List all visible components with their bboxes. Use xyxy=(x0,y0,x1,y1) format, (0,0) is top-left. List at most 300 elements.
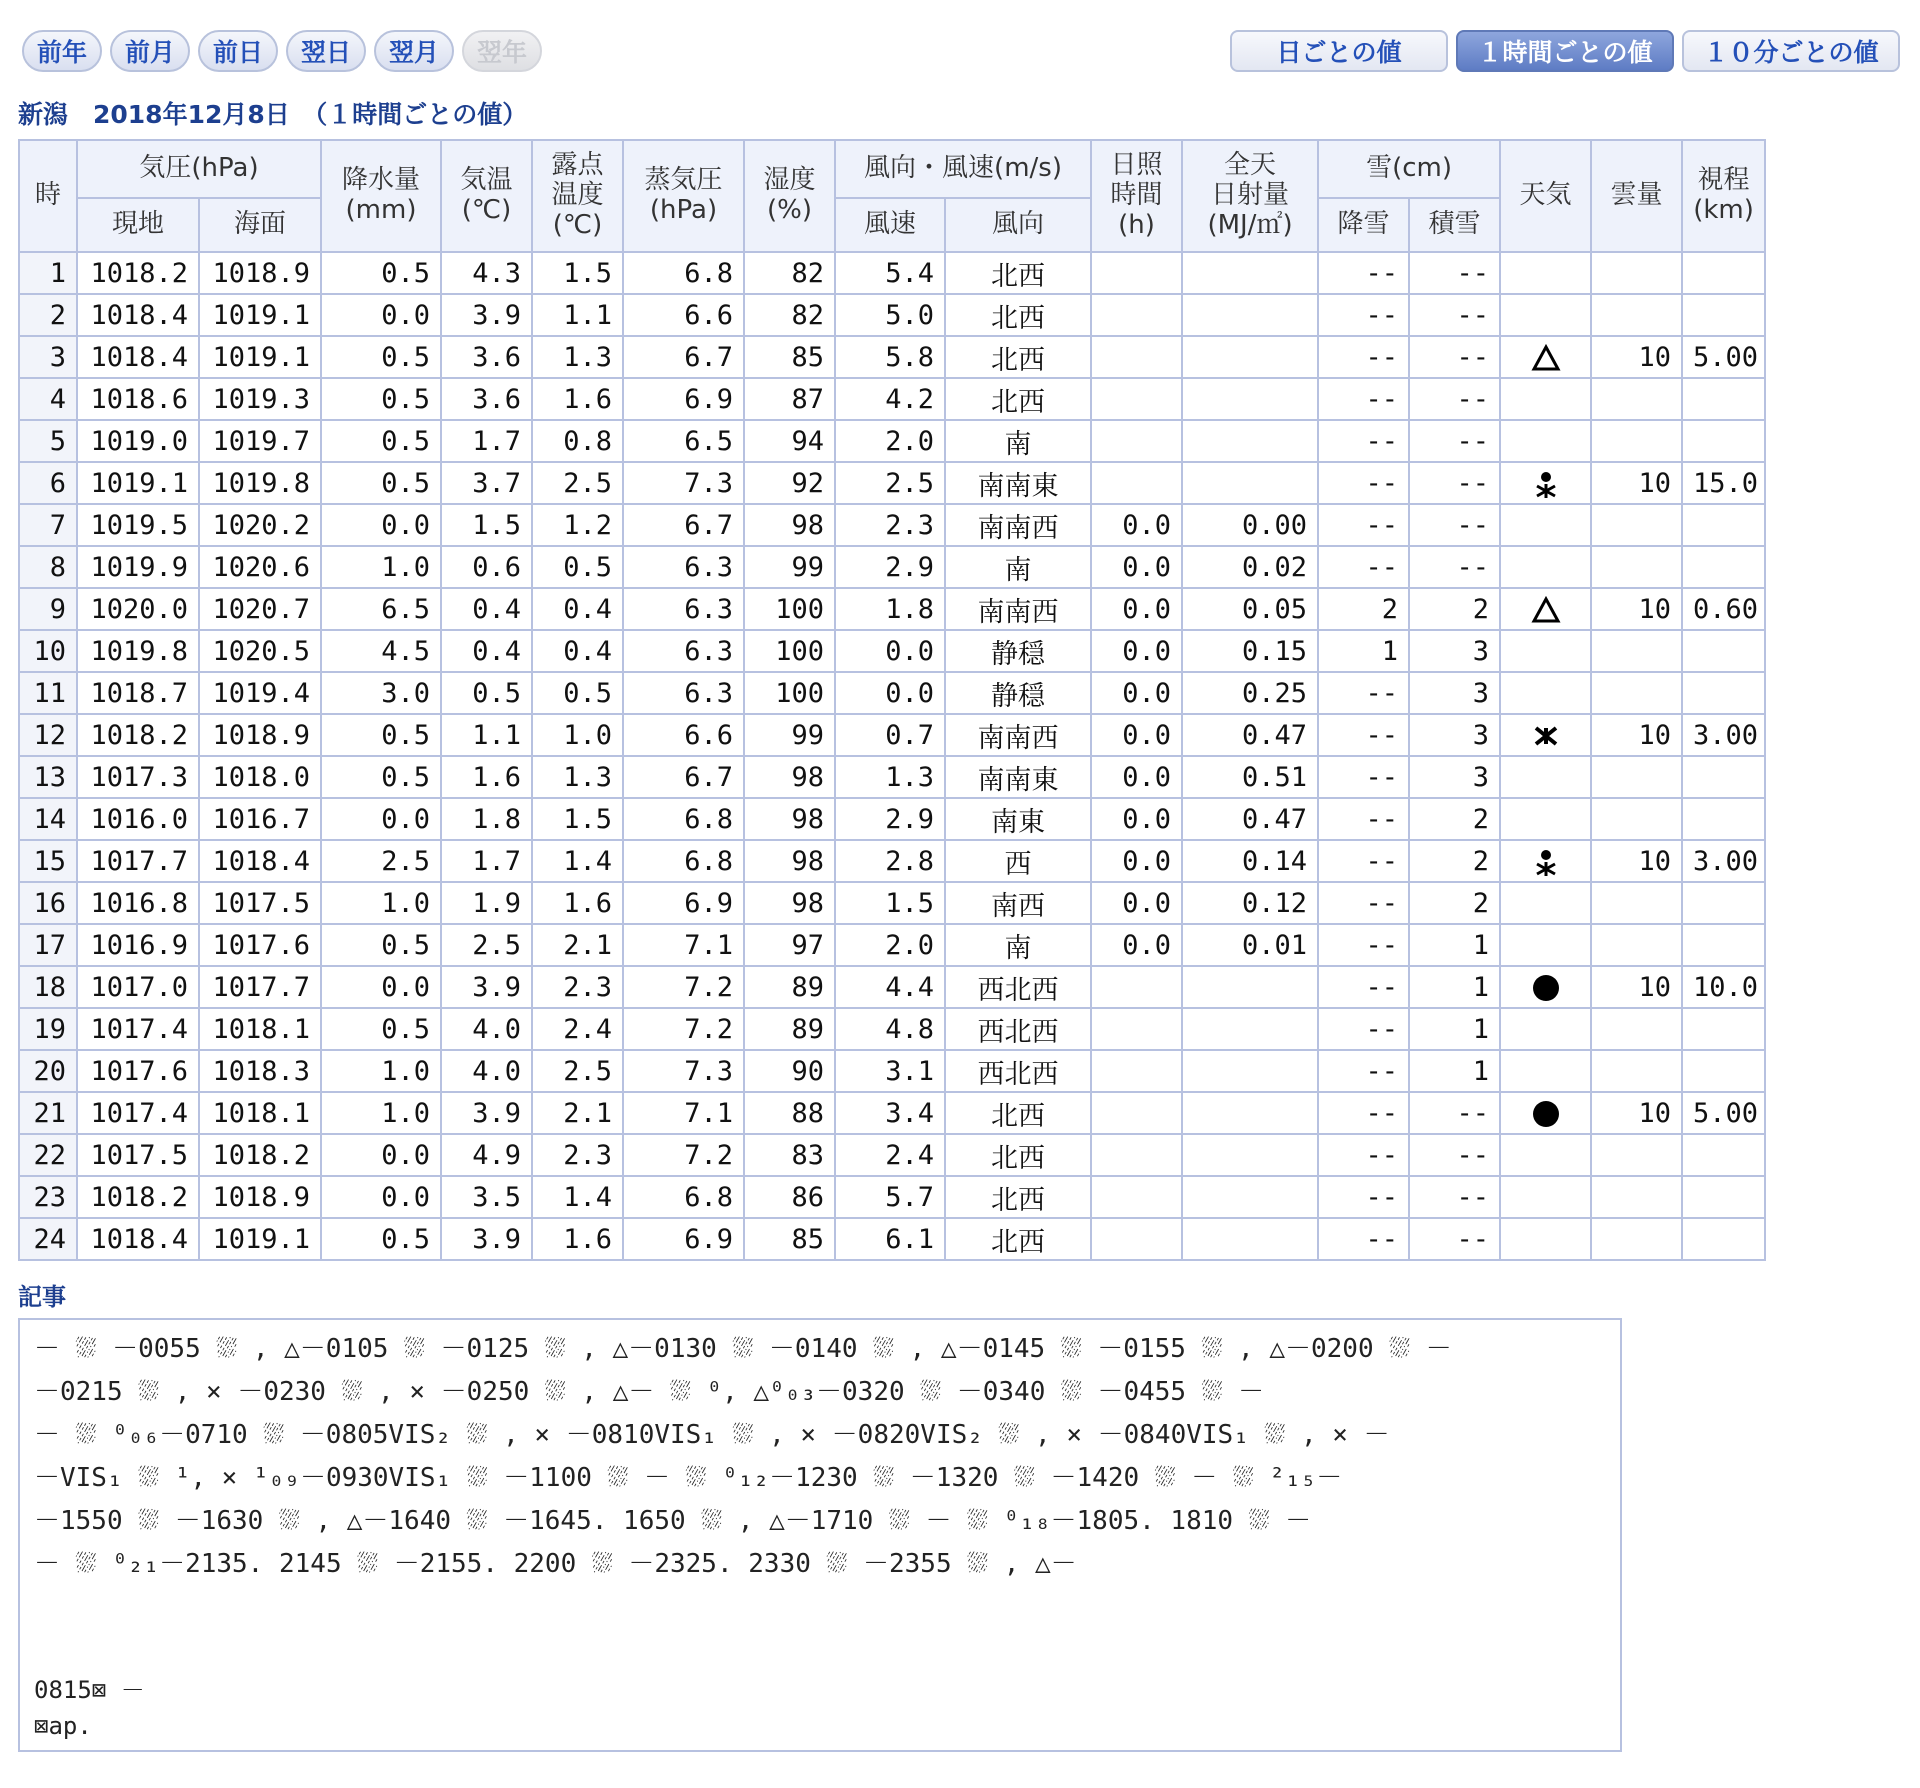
radiation-cell: 0.05 xyxy=(1182,588,1318,630)
pressure-local-cell: 1017.0 xyxy=(77,966,199,1008)
temperature-cell: 4.0 xyxy=(441,1050,532,1092)
sunshine-cell xyxy=(1091,294,1182,336)
weather-cell xyxy=(1500,588,1591,630)
precipitation-cell: 0.5 xyxy=(321,1008,441,1050)
temperature-cell: 1.7 xyxy=(441,420,532,462)
hour-cell: 3 xyxy=(19,336,77,378)
pressure-local-cell: 1017.3 xyxy=(77,756,199,798)
snow-depth-cell: -- xyxy=(1409,1092,1500,1134)
temperature-cell: 1.9 xyxy=(441,882,532,924)
radiation-cell xyxy=(1182,1134,1318,1176)
wind-direction-cell: 北西 xyxy=(945,378,1091,420)
snow-depth-cell: -- xyxy=(1409,546,1500,588)
prev-month-button[interactable]: 前月 xyxy=(110,30,190,72)
pressure-sea-cell: 1019.3 xyxy=(199,378,321,420)
sunshine-cell: 0.0 xyxy=(1091,672,1182,714)
table-row xyxy=(19,588,1765,630)
pressure-local-cell: 1019.5 xyxy=(77,504,199,546)
sunshine-cell xyxy=(1091,420,1182,462)
sunshine-cell xyxy=(1091,1008,1182,1050)
visibility-cell xyxy=(1682,1050,1765,1092)
snow-depth-cell: 3 xyxy=(1409,714,1500,756)
radiation-cell: 0.02 xyxy=(1182,546,1318,588)
table-row xyxy=(19,1134,1765,1176)
snow-depth-cell: -- xyxy=(1409,504,1500,546)
dew-point-cell: 1.6 xyxy=(532,378,623,420)
precipitation-cell: 0.0 xyxy=(321,966,441,1008)
vapor-pressure-cell: 6.3 xyxy=(623,630,744,672)
humidity-cell: 89 xyxy=(744,966,835,1008)
cloud-cell xyxy=(1591,252,1682,294)
table-row xyxy=(19,504,1765,546)
weather-cell xyxy=(1500,630,1591,672)
dew-point-cell: 2.1 xyxy=(532,1092,623,1134)
wind-speed-cell: 2.9 xyxy=(835,798,945,840)
weather-cell xyxy=(1500,420,1591,462)
visibility-cell: 15.0 xyxy=(1682,462,1765,504)
note-footer: ⊠ap. xyxy=(34,1712,92,1740)
humidity-cell: 82 xyxy=(744,252,835,294)
temperature-cell: 3.9 xyxy=(441,966,532,1008)
weather-cell xyxy=(1500,252,1591,294)
pressure-sea-cell: 1018.4 xyxy=(199,840,321,882)
snowfall-cell: -- xyxy=(1318,1176,1409,1218)
header-snow: 雪(cm) xyxy=(1318,140,1500,198)
wind-speed-cell: 1.8 xyxy=(835,588,945,630)
ten-minute-values-button[interactable]: １０分ごとの値 xyxy=(1682,30,1900,72)
vapor-pressure-cell: 6.9 xyxy=(623,378,744,420)
cloud-cell xyxy=(1591,798,1682,840)
table-row xyxy=(19,1218,1765,1260)
temperature-cell: 1.8 xyxy=(441,798,532,840)
wind-speed-cell: 0.0 xyxy=(835,672,945,714)
humidity-cell: 100 xyxy=(744,672,835,714)
header-snow-depth: 積雪 xyxy=(1409,198,1500,252)
pressure-sea-cell: 1019.8 xyxy=(199,462,321,504)
temperature-cell: 4.9 xyxy=(441,1134,532,1176)
wind-direction-cell: 南南東 xyxy=(945,756,1091,798)
humidity-cell: 82 xyxy=(744,294,835,336)
pressure-sea-cell: 1018.9 xyxy=(199,714,321,756)
wind-speed-cell: 0.7 xyxy=(835,714,945,756)
temperature-cell: 3.9 xyxy=(441,1092,532,1134)
pressure-sea-cell: 1019.1 xyxy=(199,294,321,336)
weather-cell xyxy=(1500,966,1591,1008)
temperature-cell: 3.6 xyxy=(441,378,532,420)
wind-direction-cell: 静穏 xyxy=(945,672,1091,714)
pressure-sea-cell: 1020.5 xyxy=(199,630,321,672)
hour-cell: 2 xyxy=(19,294,77,336)
sunshine-cell: 0.0 xyxy=(1091,588,1182,630)
cloud-cell xyxy=(1591,1218,1682,1260)
vapor-pressure-cell: 6.7 xyxy=(623,756,744,798)
next-month-button[interactable]: 翌月 xyxy=(374,30,454,72)
snowfall-cell: -- xyxy=(1318,798,1409,840)
humidity-cell: 85 xyxy=(744,1218,835,1260)
radiation-cell xyxy=(1182,252,1318,294)
humidity-cell: 83 xyxy=(744,1134,835,1176)
pressure-sea-cell: 1017.7 xyxy=(199,966,321,1008)
view-selector xyxy=(1230,30,1900,72)
wind-speed-cell: 6.1 xyxy=(835,1218,945,1260)
cloud-cell: 10 xyxy=(1591,966,1682,1008)
sunshine-cell: 0.0 xyxy=(1091,630,1182,672)
snowfall-cell: -- xyxy=(1318,924,1409,966)
snow-depth-cell: 3 xyxy=(1409,756,1500,798)
cloud-cell: 10 xyxy=(1591,1092,1682,1134)
visibility-cell xyxy=(1682,672,1765,714)
vapor-pressure-cell: 7.3 xyxy=(623,462,744,504)
temperature-cell: 1.1 xyxy=(441,714,532,756)
weather-cell xyxy=(1500,336,1591,378)
wind-speed-cell: 4.8 xyxy=(835,1008,945,1050)
wind-speed-cell: 2.5 xyxy=(835,462,945,504)
dew-point-cell: 1.5 xyxy=(532,798,623,840)
dew-point-cell: 1.4 xyxy=(532,840,623,882)
snowfall-cell: -- xyxy=(1318,1134,1409,1176)
pressure-local-cell: 1017.4 xyxy=(77,1092,199,1134)
hour-cell: 1 xyxy=(19,252,77,294)
hour-cell: 17 xyxy=(19,924,77,966)
rain-dot-icon xyxy=(1531,973,1561,1003)
sunshine-cell xyxy=(1091,252,1182,294)
page-title: 新潟 2018年12月8日 （１時間ごとの値） xyxy=(18,100,528,129)
radiation-cell: 0.47 xyxy=(1182,798,1318,840)
weather-cell xyxy=(1500,672,1591,714)
humidity-cell: 100 xyxy=(744,588,835,630)
pressure-local-cell: 1018.4 xyxy=(77,1218,199,1260)
note-line: －VIS₁ ⛆ ¹, ⨯ ¹₀₉－0930VIS₁ ⛆ －1100 ⛆ － ⛆ ⁰₁₂－1230 ⛆ －1320 ⛆ －1420 ⛆ － ⛆ ²₁₅－ xyxy=(34,1463,1343,1493)
cloud-cell: 10 xyxy=(1591,840,1682,882)
wind-direction-cell: 南西 xyxy=(945,882,1091,924)
sunshine-cell xyxy=(1091,966,1182,1008)
radiation-cell xyxy=(1182,966,1318,1008)
precipitation-cell: 0.5 xyxy=(321,714,441,756)
vapor-pressure-cell: 6.8 xyxy=(623,840,744,882)
visibility-cell xyxy=(1682,1218,1765,1260)
weather-cell xyxy=(1500,1134,1591,1176)
wind-speed-cell: 1.5 xyxy=(835,882,945,924)
precipitation-cell: 1.0 xyxy=(321,546,441,588)
snow-depth-cell: 3 xyxy=(1409,672,1500,714)
dew-point-cell: 1.3 xyxy=(532,756,623,798)
precipitation-cell: 0.5 xyxy=(321,420,441,462)
cloud-cell xyxy=(1591,504,1682,546)
table-row xyxy=(19,882,1765,924)
wind-speed-cell: 2.0 xyxy=(835,420,945,462)
precipitation-cell: 6.5 xyxy=(321,588,441,630)
humidity-cell: 100 xyxy=(744,630,835,672)
hour-cell: 10 xyxy=(19,630,77,672)
wind-speed-cell: 3.4 xyxy=(835,1092,945,1134)
header-dew-point: 露点 温度 (℃) xyxy=(532,140,623,252)
sunshine-cell xyxy=(1091,1134,1182,1176)
dew-point-cell: 1.6 xyxy=(532,882,623,924)
cloud-cell xyxy=(1591,378,1682,420)
dew-point-cell: 1.5 xyxy=(532,252,623,294)
cloud-cell xyxy=(1591,294,1682,336)
visibility-cell: 5.00 xyxy=(1682,336,1765,378)
dew-point-cell: 1.2 xyxy=(532,504,623,546)
snow-depth-cell: -- xyxy=(1409,252,1500,294)
wind-speed-cell: 4.2 xyxy=(835,378,945,420)
weather-cell xyxy=(1500,462,1591,504)
cloud-cell: 10 xyxy=(1591,462,1682,504)
table-row xyxy=(19,1008,1765,1050)
weather-cell xyxy=(1500,1050,1591,1092)
wind-direction-cell: 西北西 xyxy=(945,966,1091,1008)
sunshine-cell xyxy=(1091,1092,1182,1134)
header-visibility: 視程 (km) xyxy=(1682,140,1765,252)
header-humidity: 湿度 (%) xyxy=(744,140,835,252)
dew-point-cell: 2.3 xyxy=(532,966,623,1008)
hourly-values-button[interactable]: １時間ごとの値 xyxy=(1456,30,1674,72)
table-row xyxy=(19,1092,1765,1134)
sunshine-cell xyxy=(1091,1218,1182,1260)
wind-speed-cell: 2.9 xyxy=(835,546,945,588)
radiation-cell xyxy=(1182,336,1318,378)
dew-point-cell: 1.1 xyxy=(532,294,623,336)
note-footer: 0815⊠ － xyxy=(34,1676,145,1704)
temperature-cell: 3.9 xyxy=(441,1218,532,1260)
table-row xyxy=(19,714,1765,756)
humidity-cell: 98 xyxy=(744,504,835,546)
wind-speed-cell: 5.0 xyxy=(835,294,945,336)
sunshine-cell: 0.0 xyxy=(1091,714,1182,756)
snow-depth-cell: -- xyxy=(1409,462,1500,504)
pressure-local-cell: 1017.6 xyxy=(77,1050,199,1092)
precipitation-cell: 0.5 xyxy=(321,378,441,420)
snowfall-cell: -- xyxy=(1318,714,1409,756)
visibility-cell xyxy=(1682,252,1765,294)
table-row xyxy=(19,924,1765,966)
pressure-local-cell: 1018.2 xyxy=(77,252,199,294)
snow-depth-cell: 2 xyxy=(1409,798,1500,840)
wind-direction-cell: 西北西 xyxy=(945,1008,1091,1050)
weather-cell xyxy=(1500,1176,1591,1218)
temperature-cell: 0.4 xyxy=(441,588,532,630)
visibility-cell xyxy=(1682,420,1765,462)
hour-cell: 6 xyxy=(19,462,77,504)
visibility-cell xyxy=(1682,798,1765,840)
radiation-cell: 0.51 xyxy=(1182,756,1318,798)
precipitation-cell: 0.0 xyxy=(321,504,441,546)
temperature-cell: 3.5 xyxy=(441,1176,532,1218)
vapor-pressure-cell: 6.9 xyxy=(623,882,744,924)
pressure-local-cell: 1017.5 xyxy=(77,1134,199,1176)
precipitation-cell: 0.5 xyxy=(321,462,441,504)
sleet-triangle-icon xyxy=(1531,344,1561,372)
wind-direction-cell: 西 xyxy=(945,840,1091,882)
pressure-local-cell: 1017.4 xyxy=(77,1008,199,1050)
vapor-pressure-cell: 7.1 xyxy=(623,924,744,966)
vapor-pressure-cell: 6.9 xyxy=(623,1218,744,1260)
vapor-pressure-cell: 6.3 xyxy=(623,672,744,714)
wind-speed-cell: 4.4 xyxy=(835,966,945,1008)
weather-cell xyxy=(1500,294,1591,336)
header-radiation: 全天 日射量 (MJ/㎡) xyxy=(1182,140,1318,252)
table-row xyxy=(19,840,1765,882)
humidity-cell: 85 xyxy=(744,336,835,378)
visibility-cell: 0.60 xyxy=(1682,588,1765,630)
humidity-cell: 98 xyxy=(744,798,835,840)
pressure-sea-cell: 1018.0 xyxy=(199,756,321,798)
pressure-local-cell: 1016.9 xyxy=(77,924,199,966)
header-sunshine: 日照 時間 (h) xyxy=(1091,140,1182,252)
cloud-cell xyxy=(1591,882,1682,924)
visibility-cell xyxy=(1682,504,1765,546)
pressure-sea-cell: 1018.2 xyxy=(199,1134,321,1176)
humidity-cell: 97 xyxy=(744,924,835,966)
dew-point-cell: 1.3 xyxy=(532,336,623,378)
snowfall-cell: -- xyxy=(1318,504,1409,546)
temperature-cell: 4.0 xyxy=(441,1008,532,1050)
weather-cell xyxy=(1500,1092,1591,1134)
hour-cell: 20 xyxy=(19,1050,77,1092)
snow-depth-cell: -- xyxy=(1409,420,1500,462)
pressure-local-cell: 1018.2 xyxy=(77,714,199,756)
humidity-cell: 86 xyxy=(744,1176,835,1218)
wind-direction-cell: 西北西 xyxy=(945,1050,1091,1092)
hour-cell: 7 xyxy=(19,504,77,546)
dew-point-cell: 0.5 xyxy=(532,546,623,588)
pressure-local-cell: 1019.9 xyxy=(77,546,199,588)
precipitation-cell: 0.5 xyxy=(321,756,441,798)
table-row xyxy=(19,462,1765,504)
visibility-cell: 3.00 xyxy=(1682,840,1765,882)
radiation-cell xyxy=(1182,420,1318,462)
table-row xyxy=(19,1050,1765,1092)
pressure-sea-cell: 1019.1 xyxy=(199,336,321,378)
hour-cell: 13 xyxy=(19,756,77,798)
snow-depth-cell: -- xyxy=(1409,294,1500,336)
table-row xyxy=(19,630,1765,672)
radiation-cell xyxy=(1182,1092,1318,1134)
snow-depth-cell: 3 xyxy=(1409,630,1500,672)
visibility-cell xyxy=(1682,756,1765,798)
precipitation-cell: 0.0 xyxy=(321,1176,441,1218)
note-line: － ⛆ ⁰₀₆－0710 ⛆ －0805VIS₂ ⛆ , ⨯ －0810VIS₁ ⛆ , ⨯ －0820VIS₂ ⛆ , ⨯ －0840VIS₁ ⛆ , ⨯ － xyxy=(34,1420,1390,1450)
radiation-cell: 0.01 xyxy=(1182,924,1318,966)
wind-speed-cell: 3.1 xyxy=(835,1050,945,1092)
rain-dot-icon xyxy=(1531,1099,1561,1129)
temperature-cell: 0.6 xyxy=(441,546,532,588)
hour-cell: 14 xyxy=(19,798,77,840)
next-day-button[interactable]: 翌日 xyxy=(286,30,366,72)
humidity-cell: 92 xyxy=(744,462,835,504)
pressure-local-cell: 1019.1 xyxy=(77,462,199,504)
pressure-sea-cell: 1017.6 xyxy=(199,924,321,966)
visibility-cell xyxy=(1682,1134,1765,1176)
snowfall-cell: -- xyxy=(1318,756,1409,798)
pressure-sea-cell: 1020.6 xyxy=(199,546,321,588)
wind-speed-cell: 0.0 xyxy=(835,630,945,672)
table-row xyxy=(19,546,1765,588)
snowfall-cell: -- xyxy=(1318,840,1409,882)
hour-cell: 11 xyxy=(19,672,77,714)
snowfall-cell: -- xyxy=(1318,462,1409,504)
hour-cell: 15 xyxy=(19,840,77,882)
visibility-cell xyxy=(1682,1176,1765,1218)
temperature-cell: 1.7 xyxy=(441,840,532,882)
humidity-cell: 98 xyxy=(744,840,835,882)
vapor-pressure-cell: 6.6 xyxy=(623,714,744,756)
hour-cell: 18 xyxy=(19,966,77,1008)
humidity-cell: 89 xyxy=(744,1008,835,1050)
vapor-pressure-cell: 6.8 xyxy=(623,1176,744,1218)
pressure-sea-cell: 1018.9 xyxy=(199,252,321,294)
pressure-local-cell: 1019.8 xyxy=(77,630,199,672)
pressure-local-cell: 1018.6 xyxy=(77,378,199,420)
pressure-sea-cell: 1016.7 xyxy=(199,798,321,840)
weather-cell xyxy=(1500,798,1591,840)
wind-speed-cell: 2.3 xyxy=(835,504,945,546)
header-wind-direction: 風向 xyxy=(945,198,1091,252)
hour-cell: 23 xyxy=(19,1176,77,1218)
vapor-pressure-cell: 7.3 xyxy=(623,1050,744,1092)
cloud-cell xyxy=(1591,672,1682,714)
hour-cell: 8 xyxy=(19,546,77,588)
precipitation-cell: 0.0 xyxy=(321,1134,441,1176)
sleet-triangle-icon xyxy=(1531,596,1561,624)
snow-depth-cell: 1 xyxy=(1409,1050,1500,1092)
pressure-local-cell: 1018.2 xyxy=(77,1176,199,1218)
visibility-cell xyxy=(1682,882,1765,924)
cloud-cell: 10 xyxy=(1591,714,1682,756)
hour-cell: 19 xyxy=(19,1008,77,1050)
humidity-cell: 87 xyxy=(744,378,835,420)
radiation-cell xyxy=(1182,1008,1318,1050)
snow-depth-cell: -- xyxy=(1409,378,1500,420)
wind-speed-cell: 5.8 xyxy=(835,336,945,378)
table-row xyxy=(19,378,1765,420)
snowfall-cell: -- xyxy=(1318,1008,1409,1050)
wind-speed-cell: 2.8 xyxy=(835,840,945,882)
weather-cell xyxy=(1500,840,1591,882)
temperature-cell: 0.4 xyxy=(441,630,532,672)
vapor-pressure-cell: 6.6 xyxy=(623,294,744,336)
cloud-cell xyxy=(1591,1134,1682,1176)
daily-values-button[interactable]: 日ごとの値 xyxy=(1230,30,1448,72)
cloud-cell xyxy=(1591,1050,1682,1092)
pressure-sea-cell: 1019.1 xyxy=(199,1218,321,1260)
precipitation-cell: 0.0 xyxy=(321,798,441,840)
hourly-weather-table xyxy=(18,139,1766,1261)
snow-depth-cell: -- xyxy=(1409,336,1500,378)
pressure-local-cell: 1018.4 xyxy=(77,294,199,336)
visibility-cell xyxy=(1682,630,1765,672)
prev-day-button[interactable]: 前日 xyxy=(198,30,278,72)
table-row xyxy=(19,672,1765,714)
radiation-cell xyxy=(1182,294,1318,336)
pressure-local-cell: 1016.0 xyxy=(77,798,199,840)
notes-box xyxy=(18,1318,1622,1752)
hour-cell: 22 xyxy=(19,1134,77,1176)
snowfall-cell: -- xyxy=(1318,252,1409,294)
precipitation-cell: 0.5 xyxy=(321,252,441,294)
cloud-cell: 10 xyxy=(1591,336,1682,378)
prev-year-button[interactable]: 前年 xyxy=(22,30,102,72)
cloud-cell xyxy=(1591,1008,1682,1050)
wind-direction-cell: 南 xyxy=(945,420,1091,462)
wind-speed-cell: 2.0 xyxy=(835,924,945,966)
weather-cell xyxy=(1500,378,1591,420)
header-hour: 時 xyxy=(19,140,77,252)
vapor-pressure-cell: 6.8 xyxy=(623,252,744,294)
vapor-pressure-cell: 6.8 xyxy=(623,798,744,840)
date-navigation xyxy=(22,30,542,72)
radiation-cell xyxy=(1182,1050,1318,1092)
